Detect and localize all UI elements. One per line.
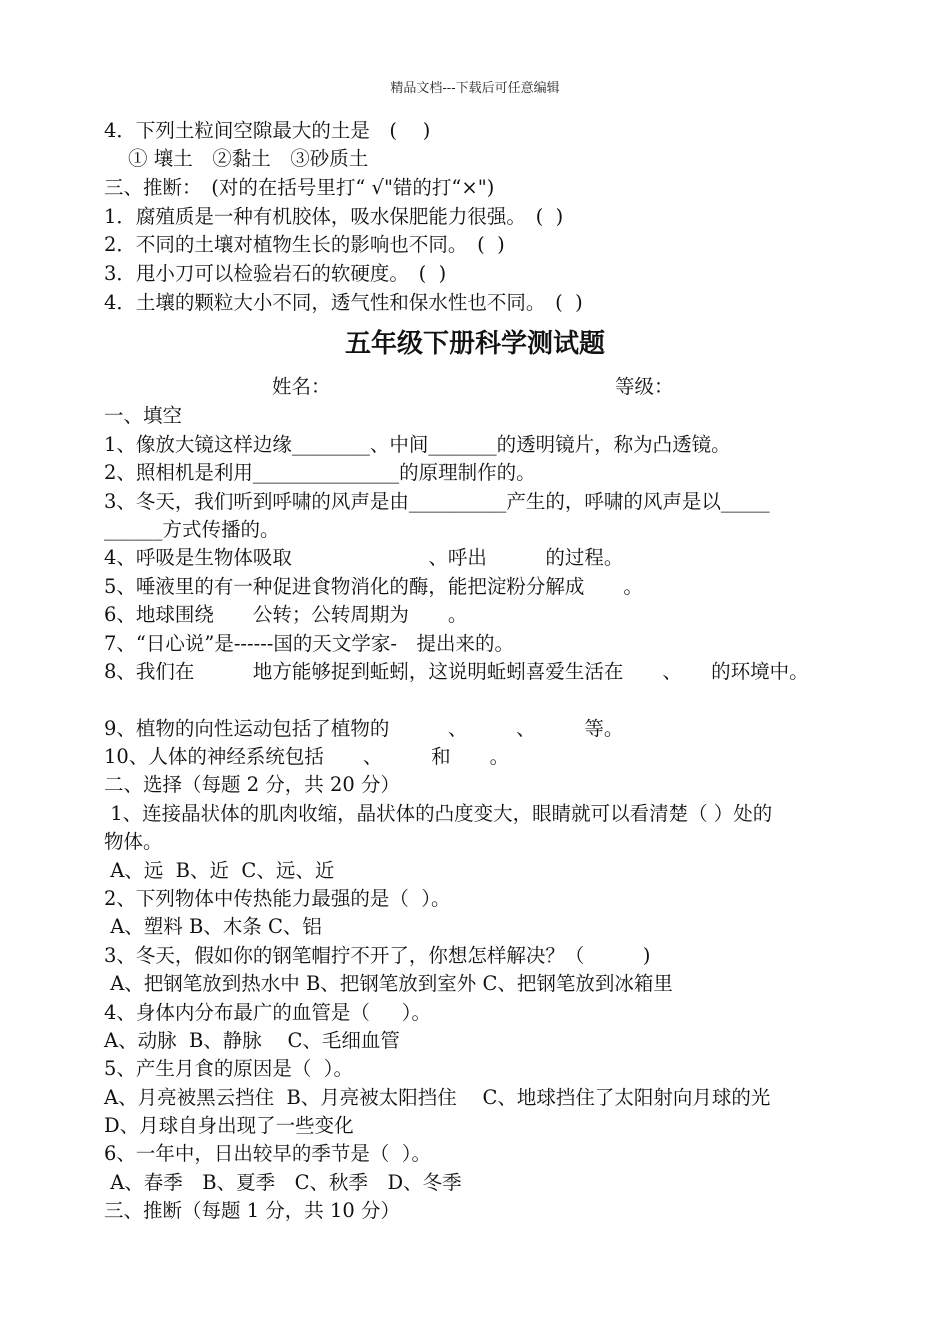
choice-line: 6、一年中，日出较早的季节是（ ）。 xyxy=(104,1142,432,1165)
fill-item: 9、植物的向性运动包括了植物的 、 、 等。 xyxy=(104,717,624,740)
choice-line: A、月亮被黑云挡住 B、月亮被太阳挡住 C、地球挡住了太阳射向月球的光 xyxy=(104,1086,771,1109)
fill-item: 8、我们在 地方能够捉到蚯蚓，这说明蚯蚓喜爱生活在 、 的环境中。 xyxy=(104,660,809,683)
fill-item: 7、“日心说”是------国的天文学家- 提出来的。 xyxy=(104,632,514,655)
choice-line: 3、冬天，假如你的钢笔帽拧不开了，你想怎样解决？（ ) xyxy=(104,944,651,967)
choice-line: 2、下列物体中传热能力最强的是（ ）。 xyxy=(104,887,451,910)
choice-line: 4、身体内分布最广的血管是（ ）。 xyxy=(104,1001,432,1024)
grade-label: 等级： xyxy=(615,375,674,398)
fill-item: 6、地球围绕 公转；公转周期为 。 xyxy=(104,603,468,626)
fill-item: 2、照相机是利用_______________的原理制作的。 xyxy=(104,461,536,484)
section-fill-heading: 一、填空 xyxy=(104,404,183,427)
choice-line: A、动脉 B、静脉 C、毛细血管 xyxy=(104,1029,400,1052)
judge-item: 1．腐殖质是一种有机胶体，吸水保肥能力很强。 ( ) xyxy=(104,205,564,228)
page-title: 五年级下册科学测试题 xyxy=(344,329,605,359)
section-choice-heading: 二、选择（每题 2 分，共 20 分） xyxy=(104,773,401,796)
fill-item: 5、唾液里的有一种促进食物消化的酶，能把淀粉分解成 。 xyxy=(104,575,643,598)
fill-item: 10、人体的神经系统包括 、 和 。 xyxy=(104,745,510,768)
question-soil-gap: 4．下列土粒间空隙最大的土是 ( ) xyxy=(104,119,431,142)
fill-item: 4、呼吸是生物体吸取 、呼出 的过程。 xyxy=(104,546,624,569)
fill-item: 3、冬天，我们听到呼啸的风声是由__________产生的，呼啸的风声是以_____ xyxy=(104,490,770,513)
section-judge-heading: 三、推断（每题 1 分，共 10 分） xyxy=(104,1199,401,1222)
choice-line: 5、产生月食的原因是（ ）。 xyxy=(104,1057,354,1080)
choice-line: A、塑料 B、木条 C、铝 xyxy=(104,915,322,938)
choice-line: D、月球自身出现了一些变化 xyxy=(104,1114,354,1137)
choice-line: 1、连接晶状体的肌肉收缩，晶状体的凸度变大，眼睛就可以看清楚（ ）处的 xyxy=(104,802,773,825)
fill-item: 1、像放大镜这样边缘________、中间_______的透明镜片，称为凸透镜。 xyxy=(104,433,731,456)
question-soil-options: ① 壤土 ②黏土 ③砂质土 xyxy=(128,147,369,170)
choice-line: A、远 B、近 C、远、近 xyxy=(104,859,335,882)
judge-item: 2．不同的土壤对植物生长的影响也不同。 ( ) xyxy=(104,233,505,256)
judge-item: 3．甩小刀可以检验岩石的软硬度。 ( ) xyxy=(104,262,447,285)
choice-line: 物体。 xyxy=(104,830,163,853)
page-header: 精品文档---下载后可任意编辑 xyxy=(390,81,560,96)
fill-item-continuation: ______方式传播的。 xyxy=(104,518,280,541)
choice-line: A、春季 B、夏季 C、秋季 D、冬季 xyxy=(104,1171,462,1194)
choice-line: A、把钢笔放到热水中 B、把钢笔放到室外 C、把钢笔放到冰箱里 xyxy=(104,972,673,995)
judge-item: 4．土壤的颗粒大小不同，透气性和保水性也不同。 ( ) xyxy=(104,291,583,314)
name-label: 姓名： xyxy=(272,375,331,398)
section-judge-heading-top: 三、推断： (对的在括号里打“ √"错的打“×") xyxy=(104,176,495,199)
